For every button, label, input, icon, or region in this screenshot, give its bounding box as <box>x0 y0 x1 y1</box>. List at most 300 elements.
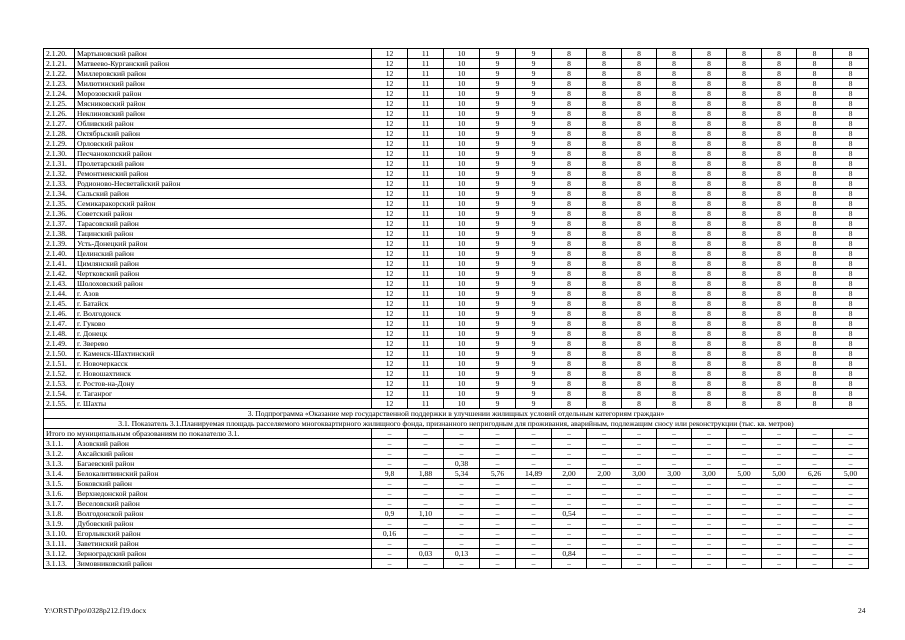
value-cell: 11 <box>408 319 444 329</box>
value-cell: 12 <box>372 339 408 349</box>
value-cell: – <box>516 509 552 519</box>
value-cell: 8 <box>797 189 833 199</box>
row-number: 2.1.23. <box>44 79 75 89</box>
value-cell: 0,16 <box>372 529 408 539</box>
row-number: 2.1.49. <box>44 339 75 349</box>
value-cell: – <box>657 529 692 539</box>
value-cell: 8 <box>552 299 587 309</box>
value-cell: 10 <box>444 59 480 69</box>
value-cell: 12 <box>372 169 408 179</box>
value-cell: 8 <box>552 259 587 269</box>
table-row <box>44 499 869 509</box>
value-cell: 9 <box>516 319 552 329</box>
value-cell: – <box>762 539 797 549</box>
value-cell: 8 <box>622 209 657 219</box>
value-cell: 9 <box>480 239 516 249</box>
value-cell: 8 <box>622 239 657 249</box>
value-cell: 8 <box>833 369 869 379</box>
row-number: 2.1.50. <box>44 349 75 359</box>
value-cell: 8 <box>587 219 622 229</box>
value-cell: – <box>516 429 552 439</box>
row-number: 3.1.1. <box>44 439 75 449</box>
value-cell: 8 <box>657 219 692 229</box>
value-cell: 8 <box>833 389 869 399</box>
value-cell: 8 <box>657 59 692 69</box>
value-cell: 12 <box>372 239 408 249</box>
value-cell: 8 <box>692 229 727 239</box>
value-cell: 8 <box>552 359 587 369</box>
value-cell: 8 <box>833 209 869 219</box>
value-cell: – <box>762 509 797 519</box>
value-cell: – <box>797 559 833 569</box>
value-cell: 8 <box>657 149 692 159</box>
value-cell: 11 <box>408 79 444 89</box>
value-cell: 8 <box>833 59 869 69</box>
value-cell: 10 <box>444 179 480 189</box>
row-number: 2.1.27. <box>44 119 75 129</box>
value-cell: 8 <box>692 89 727 99</box>
value-cell: 10 <box>444 159 480 169</box>
value-cell: 9 <box>480 79 516 89</box>
value-cell: 8 <box>762 89 797 99</box>
value-cell: 8 <box>833 69 869 79</box>
value-cell: 8 <box>587 69 622 79</box>
value-cell: – <box>480 519 516 529</box>
value-cell: 1,10 <box>408 509 444 519</box>
value-cell: 8 <box>692 69 727 79</box>
value-cell: – <box>480 539 516 549</box>
row-name: г. Каменск-Шахтинский <box>75 349 372 359</box>
value-cell: 8 <box>657 79 692 89</box>
value-cell: 10 <box>444 389 480 399</box>
value-cell: 9 <box>516 389 552 399</box>
value-cell: – <box>372 489 408 499</box>
value-cell: – <box>797 539 833 549</box>
value-cell: – <box>833 499 869 509</box>
value-cell: 9 <box>480 69 516 79</box>
value-cell: 10 <box>444 139 480 149</box>
value-cell: 8 <box>762 169 797 179</box>
value-cell: 8 <box>797 299 833 309</box>
value-cell: 9 <box>480 399 516 409</box>
value-cell: – <box>622 429 657 439</box>
value-cell: 8 <box>727 389 762 399</box>
row-number: 2.1.35. <box>44 199 75 209</box>
value-cell: 10 <box>444 319 480 329</box>
value-cell: – <box>692 439 727 449</box>
value-cell: 8 <box>727 209 762 219</box>
table-body <box>44 49 869 569</box>
value-cell: 8 <box>587 239 622 249</box>
table-row <box>44 489 869 499</box>
value-cell: 8 <box>622 79 657 89</box>
value-cell: 0,38 <box>444 459 480 469</box>
value-cell: 8 <box>657 399 692 409</box>
value-cell: 8 <box>727 259 762 269</box>
footer-file-path: Y:\ORST\Ppo\0328p212.f19.docx <box>44 606 147 615</box>
value-cell: 8 <box>552 99 587 109</box>
row-number: 3.1.5. <box>44 479 75 489</box>
value-cell: 8 <box>833 109 869 119</box>
value-cell: 8 <box>762 139 797 149</box>
value-cell: 8 <box>692 199 727 209</box>
value-cell: 9 <box>480 279 516 289</box>
value-cell: 8 <box>762 399 797 409</box>
value-cell: – <box>762 429 797 439</box>
value-cell: 8 <box>692 369 727 379</box>
value-cell: 8 <box>552 229 587 239</box>
value-cell: 8 <box>762 79 797 89</box>
value-cell: – <box>692 549 727 559</box>
row-number: 2.1.25. <box>44 99 75 109</box>
row-number: 2.1.38. <box>44 229 75 239</box>
value-cell: 8 <box>552 79 587 89</box>
value-cell: – <box>622 439 657 449</box>
value-cell: 10 <box>444 149 480 159</box>
row-number: 2.1.47. <box>44 319 75 329</box>
table-row <box>44 209 869 219</box>
row-number: 2.1.28. <box>44 129 75 139</box>
row-name: Цимлянский район <box>75 259 372 269</box>
value-cell: 10 <box>444 259 480 269</box>
value-cell: – <box>552 529 587 539</box>
value-cell: – <box>797 509 833 519</box>
value-cell: – <box>480 549 516 559</box>
value-cell: 11 <box>408 339 444 349</box>
value-cell: 12 <box>372 349 408 359</box>
value-cell: 9 <box>516 239 552 249</box>
value-cell: – <box>587 499 622 509</box>
value-cell: – <box>727 479 762 489</box>
value-cell: 12 <box>372 359 408 369</box>
value-cell: 0,54 <box>552 509 587 519</box>
row-number: 3.1.8. <box>44 509 75 519</box>
value-cell: 8 <box>552 69 587 79</box>
table-row <box>44 549 869 559</box>
value-cell: – <box>622 539 657 549</box>
value-cell: – <box>727 509 762 519</box>
value-cell: 5,00 <box>833 469 869 479</box>
value-cell: 9 <box>480 159 516 169</box>
value-cell: 12 <box>372 309 408 319</box>
table-row <box>44 439 869 449</box>
value-cell: 10 <box>444 109 480 119</box>
value-cell: 8 <box>727 349 762 359</box>
value-cell: 11 <box>408 379 444 389</box>
value-cell: 9 <box>516 159 552 169</box>
value-cell: 11 <box>408 359 444 369</box>
table-row <box>44 349 869 359</box>
row-number: 2.1.54. <box>44 389 75 399</box>
value-cell: 8 <box>657 259 692 269</box>
value-cell: 10 <box>444 99 480 109</box>
value-cell: 8 <box>727 159 762 169</box>
value-cell: 10 <box>444 169 480 179</box>
value-cell: 8 <box>762 279 797 289</box>
value-cell: – <box>692 499 727 509</box>
value-cell: 8 <box>552 179 587 189</box>
value-cell: 8 <box>657 169 692 179</box>
value-cell: 8 <box>692 219 727 229</box>
value-cell: – <box>516 489 552 499</box>
value-cell: 8 <box>622 189 657 199</box>
value-cell: 8 <box>587 279 622 289</box>
row-name: Семикаракорский район <box>75 199 372 209</box>
value-cell: 8 <box>692 209 727 219</box>
value-cell: 8 <box>797 339 833 349</box>
value-cell: 8 <box>692 149 727 159</box>
row-name: Тацинский район <box>75 229 372 239</box>
value-cell: 5,34 <box>444 469 480 479</box>
value-cell: 8 <box>692 269 727 279</box>
value-cell: 8 <box>762 69 797 79</box>
value-cell: 8 <box>587 129 622 139</box>
value-cell: – <box>372 449 408 459</box>
value-cell: 8 <box>692 299 727 309</box>
value-cell: 8 <box>727 219 762 229</box>
value-cell: 8 <box>552 339 587 349</box>
value-cell: 8 <box>552 219 587 229</box>
value-cell: – <box>480 479 516 489</box>
value-cell: 9 <box>516 79 552 89</box>
value-cell: 12 <box>372 209 408 219</box>
value-cell: 8 <box>622 329 657 339</box>
value-cell: 8 <box>692 179 727 189</box>
value-cell: 9 <box>480 269 516 279</box>
value-cell: 8 <box>622 299 657 309</box>
value-cell: 9 <box>480 329 516 339</box>
value-cell: 9 <box>480 349 516 359</box>
value-cell: 11 <box>408 269 444 279</box>
value-cell: – <box>833 449 869 459</box>
value-cell: 8 <box>587 369 622 379</box>
value-cell: – <box>480 449 516 459</box>
value-cell: – <box>516 549 552 559</box>
row-name: Боковский район <box>75 479 372 489</box>
value-cell: 8 <box>552 169 587 179</box>
value-cell: – <box>762 529 797 539</box>
value-cell: 9 <box>480 59 516 69</box>
row-number: 2.1.42. <box>44 269 75 279</box>
value-cell: 8 <box>762 339 797 349</box>
table-row <box>44 139 869 149</box>
value-cell: 8 <box>657 119 692 129</box>
row-name: Октябрьский район <box>75 129 372 139</box>
row-number: 2.1.51. <box>44 359 75 369</box>
value-cell: 11 <box>408 249 444 259</box>
value-cell: – <box>692 529 727 539</box>
value-cell: 12 <box>372 379 408 389</box>
row-number: 2.1.48. <box>44 329 75 339</box>
value-cell: – <box>657 429 692 439</box>
value-cell: 8 <box>587 159 622 169</box>
value-cell: 8 <box>692 279 727 289</box>
value-cell: 8 <box>587 49 622 59</box>
value-cell: 8 <box>622 339 657 349</box>
value-cell: – <box>408 539 444 549</box>
value-cell: – <box>622 459 657 469</box>
value-cell: 8 <box>797 289 833 299</box>
value-cell: – <box>692 459 727 469</box>
value-cell: 8 <box>587 179 622 189</box>
table-row <box>44 279 869 289</box>
row-number: 2.1.26. <box>44 109 75 119</box>
value-cell: 9 <box>480 229 516 239</box>
value-cell: 12 <box>372 159 408 169</box>
value-cell: 8 <box>727 299 762 309</box>
value-cell: 8 <box>692 359 727 369</box>
value-cell: 12 <box>372 119 408 129</box>
value-cell: 8 <box>762 189 797 199</box>
value-cell: 8 <box>692 389 727 399</box>
value-cell: 12 <box>372 259 408 269</box>
value-cell: – <box>833 489 869 499</box>
table-row <box>44 449 869 459</box>
table-row <box>44 509 869 519</box>
row-name: г. Таганрог <box>75 389 372 399</box>
value-cell: – <box>587 479 622 489</box>
value-cell: 8 <box>797 229 833 239</box>
value-cell: 8 <box>833 149 869 159</box>
value-cell: 8 <box>762 149 797 159</box>
value-cell: 5,00 <box>762 469 797 479</box>
value-cell: 8 <box>692 99 727 109</box>
value-cell: 11 <box>408 329 444 339</box>
value-cell: 5,00 <box>727 469 762 479</box>
value-cell: 8 <box>797 259 833 269</box>
value-cell: 8 <box>587 359 622 369</box>
value-cell: 8 <box>762 219 797 229</box>
value-cell: – <box>622 489 657 499</box>
value-cell: 3,00 <box>657 469 692 479</box>
value-cell: 8 <box>727 99 762 109</box>
value-cell: – <box>480 489 516 499</box>
row-name: Аксайский район <box>75 449 372 459</box>
value-cell: 8 <box>833 129 869 139</box>
value-cell: 12 <box>372 369 408 379</box>
value-cell: 8 <box>762 249 797 259</box>
table-row <box>44 159 869 169</box>
row-number: 2.1.30. <box>44 149 75 159</box>
value-cell: 8 <box>833 189 869 199</box>
value-cell: 8 <box>622 149 657 159</box>
value-cell: 10 <box>444 79 480 89</box>
value-cell: 9 <box>516 199 552 209</box>
value-cell: – <box>516 449 552 459</box>
value-cell: – <box>622 549 657 559</box>
value-cell: 8 <box>833 289 869 299</box>
value-cell: – <box>516 479 552 489</box>
value-cell: 9 <box>480 189 516 199</box>
value-cell: – <box>622 449 657 459</box>
value-cell: 2,00 <box>552 469 587 479</box>
row-number: 2.1.39. <box>44 239 75 249</box>
value-cell: 11 <box>408 279 444 289</box>
value-cell: 10 <box>444 269 480 279</box>
table-row <box>44 309 869 319</box>
value-cell: 8 <box>797 169 833 179</box>
value-cell: 8 <box>657 379 692 389</box>
value-cell: 8 <box>762 59 797 69</box>
value-cell: – <box>727 549 762 559</box>
value-cell: 8 <box>692 309 727 319</box>
row-name: г. Донецк <box>75 329 372 339</box>
value-cell: – <box>833 509 869 519</box>
value-cell: 9 <box>516 279 552 289</box>
table-row <box>44 189 869 199</box>
value-cell: – <box>727 439 762 449</box>
value-cell: 9 <box>516 149 552 159</box>
value-cell: 10 <box>444 119 480 129</box>
value-cell: 8 <box>727 269 762 279</box>
row-name: Морозовский район <box>75 89 372 99</box>
value-cell: 8 <box>833 249 869 259</box>
value-cell: – <box>444 539 480 549</box>
value-cell: 9 <box>480 129 516 139</box>
value-cell: – <box>727 429 762 439</box>
value-cell: 8 <box>657 349 692 359</box>
row-number: 2.1.24. <box>44 89 75 99</box>
value-cell: – <box>797 479 833 489</box>
table-row <box>44 559 869 569</box>
value-cell: 8 <box>552 349 587 359</box>
value-cell: – <box>552 429 587 439</box>
row-name: Усть-Донецкий район <box>75 239 372 249</box>
value-cell: 8 <box>833 349 869 359</box>
row-name: Шолоховский район <box>75 279 372 289</box>
value-cell: 8 <box>762 289 797 299</box>
value-cell: 8 <box>552 269 587 279</box>
value-cell: 8 <box>587 199 622 209</box>
value-cell: 8 <box>833 159 869 169</box>
value-cell: – <box>480 439 516 449</box>
value-cell: 9 <box>516 349 552 359</box>
value-cell: – <box>622 509 657 519</box>
value-cell: 8 <box>552 129 587 139</box>
value-cell: – <box>444 489 480 499</box>
value-cell: 12 <box>372 89 408 99</box>
value-cell: 12 <box>372 329 408 339</box>
value-cell: 8 <box>657 279 692 289</box>
value-cell: 0,9 <box>372 509 408 519</box>
value-cell: 8 <box>657 289 692 299</box>
row-name: г. Новошахтинск <box>75 369 372 379</box>
value-cell: 8 <box>727 379 762 389</box>
value-cell: 8 <box>727 309 762 319</box>
value-cell: – <box>657 549 692 559</box>
value-cell: 8 <box>692 329 727 339</box>
value-cell: 8 <box>622 399 657 409</box>
value-cell: – <box>692 429 727 439</box>
value-cell: – <box>444 449 480 459</box>
row-number: 3.1.9. <box>44 519 75 529</box>
row-name: г. Шахты <box>75 399 372 409</box>
value-cell: – <box>408 459 444 469</box>
value-cell: 8 <box>727 369 762 379</box>
value-cell: 8 <box>727 69 762 79</box>
value-cell: – <box>692 489 727 499</box>
row-name: Орловский район <box>75 139 372 149</box>
value-cell: 12 <box>372 399 408 409</box>
value-cell: 8 <box>762 309 797 319</box>
row-name: Зерноградский район <box>75 549 372 559</box>
value-cell: – <box>480 499 516 509</box>
row-number: 2.1.52. <box>44 369 75 379</box>
value-cell: – <box>372 479 408 489</box>
value-cell: – <box>552 439 587 449</box>
value-cell: 12 <box>372 109 408 119</box>
value-cell: 8 <box>587 119 622 129</box>
